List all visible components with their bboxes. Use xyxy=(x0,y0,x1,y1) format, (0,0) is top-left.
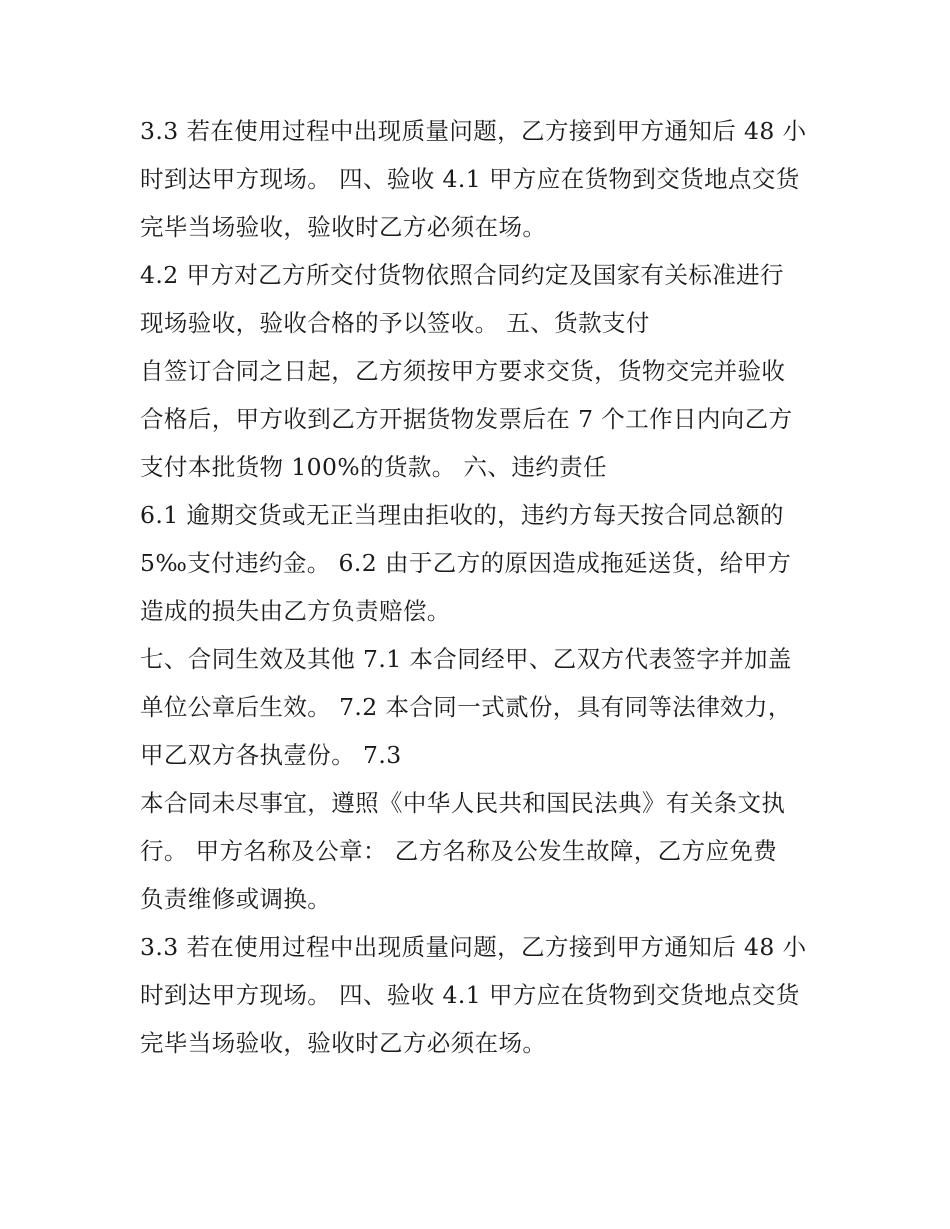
text-line: 负责维修或调换。 xyxy=(140,885,332,913)
text-line: 本合同未尽事宜，遵照《中华人民共和国民法典》有关条文执 xyxy=(140,789,786,817)
text-line: 造成的损失由乙方负责赔偿。 xyxy=(140,597,451,625)
text-line: 时到达甲方现场。 四、验收 4.1 甲方应在货物到交货地点交货 xyxy=(140,981,800,1009)
text-line: 七、合同生效及其他 7.1 本合同经甲、乙双方代表签字并加盖 xyxy=(140,645,792,673)
text-line: 4.2 甲方对乙方所交付货物依照合同约定及国家有关标准进行 xyxy=(140,261,784,289)
text-line: 合格后，甲方收到乙方开据货物发票后在 7 个工作日内向乙方 xyxy=(140,405,793,433)
text-line: 6.1 逾期交货或无正当理由拒收的，违约方每天按合同总额的 xyxy=(140,501,784,529)
text-line: 行。 甲方名称及公章： 乙方名称及公发生故障，乙方应免费 xyxy=(140,837,778,865)
text-line: 单位公章后生效。 7.2 本合同一式贰份，具有同等法律效力， xyxy=(140,693,792,721)
text-line: 现场验收，验收合格的予以签收。 五、货款支付 xyxy=(140,309,650,337)
text-line: 完毕当场验收，验收时乙方必须在场。 xyxy=(140,213,547,241)
text-line: 完毕当场验收，验收时乙方必须在场。 xyxy=(140,1029,547,1057)
text-line: 时到达甲方现场。 四、验收 4.1 甲方应在货物到交货地点交货 xyxy=(140,165,800,193)
text-line: 3.3 若在使用过程中出现质量问题，乙方接到甲方通知后 48 小 xyxy=(140,117,807,145)
text-line: 自签订合同之日起，乙方须按甲方要求交货，货物交完并验收 xyxy=(140,357,786,385)
text-line: 3.3 若在使用过程中出现质量问题，乙方接到甲方通知后 48 小 xyxy=(140,933,807,961)
text-line: 甲乙双方各执壹份。 7.3 xyxy=(140,741,402,769)
document-body xyxy=(140,107,820,1067)
text-line: 5‰支付违约金。 6.2 由于乙方的原因造成拖延送货，给甲方 xyxy=(140,549,792,577)
text-line: 支付本批货物 100%的货款。 六、违约责任 xyxy=(140,453,607,481)
